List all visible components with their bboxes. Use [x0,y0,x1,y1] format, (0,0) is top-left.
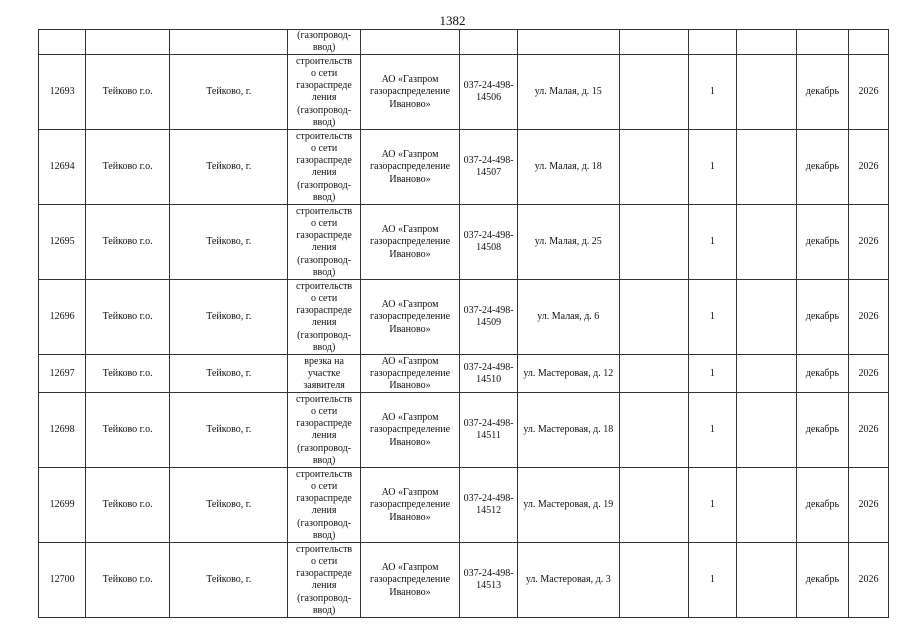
cell-address [517,130,619,205]
month-text: декабрь [805,574,840,586]
quantity-text: 1 [709,311,715,323]
cell-organization [360,543,460,618]
month-text: декабрь [805,367,840,379]
cell-work-type [288,205,360,280]
address-text: ул. Малая, д. 25 [534,236,602,248]
cell-locality [170,130,288,205]
cell-quantity [688,130,736,205]
municipality-text: Тейково г.о. [102,367,153,379]
cell-num [39,130,86,205]
cell-code [460,55,518,130]
address-text: ул. Мастеровая, д. 3 [525,574,611,586]
month-text: декабрь [805,236,840,248]
code-text: 037-24-498-14510 [463,361,514,385]
gas-connection-table [38,29,889,618]
locality-text: Тейково, г. [206,499,252,511]
cell-municipality [86,543,170,618]
cell-empty-1 [619,393,688,468]
cell-quantity [688,543,736,618]
cell-quantity [688,205,736,280]
cell-empty-2 [736,30,796,55]
cell-quantity [688,30,736,55]
cell-num [39,280,86,355]
cell-address [517,30,619,55]
quantity-text: 1 [709,574,715,586]
cell-locality [170,30,288,55]
page-number: 1382 [439,13,466,28]
cell-month [796,468,848,543]
num-text: 12700 [49,574,75,586]
quantity-text: 1 [709,161,715,173]
cell-empty-1 [619,543,688,618]
cell-code [460,205,518,280]
locality-text: Тейково, г. [206,367,252,379]
work-type-text: врезка на участке заявителя [303,355,345,391]
year-text: 2026 [858,574,879,586]
cell-quantity [688,355,736,393]
num-text: 12696 [49,311,75,323]
cell-work-type [288,55,360,130]
cell-month [796,393,848,468]
cell-locality [170,280,288,355]
code-text: 037-24-498-14508 [463,230,514,254]
cell-organization [360,280,460,355]
cell-organization [360,55,460,130]
cell-num [39,30,86,55]
cell-organization [360,393,460,468]
table-row [39,393,889,468]
cell-year [849,30,889,55]
cell-municipality [86,393,170,468]
cell-quantity [688,280,736,355]
cell-month [796,130,848,205]
cell-num [39,393,86,468]
municipality-text: Тейково г.о. [102,236,153,248]
cell-locality [170,468,288,543]
cell-month [796,543,848,618]
num-text: 12695 [49,236,75,248]
cell-code [460,468,518,543]
code-text: 037-24-498-14511 [463,418,514,442]
num-text: 12699 [49,499,75,511]
cell-address [517,543,619,618]
code-text: 037-24-498-14509 [463,305,514,329]
month-text: декабрь [805,499,840,511]
cell-year [849,393,889,468]
cell-municipality [86,355,170,393]
quantity-text: 1 [709,499,715,511]
organization-text: АО «Газпром газораспределение Иваново» [369,355,451,391]
year-text: 2026 [858,499,879,511]
organization-text: АО «Газпром газораспределение Иваново» [369,224,451,260]
cell-empty-2 [736,543,796,618]
cell-work-type [288,468,360,543]
organization-text: АО «Газпром газораспределение Иваново» [369,562,451,598]
cell-year [849,543,889,618]
table-row [39,355,889,393]
cell-empty-2 [736,280,796,355]
num-text: 12693 [49,86,75,98]
address-text: ул. Мастеровая, д. 19 [523,499,614,511]
cell-code [460,130,518,205]
year-text: 2026 [858,161,879,173]
cell-num [39,355,86,393]
year-text: 2026 [858,367,879,379]
cell-locality [170,55,288,130]
locality-text: Тейково, г. [206,86,252,98]
locality-text: Тейково, г. [206,161,252,173]
cell-empty-1 [619,280,688,355]
work-type-text: строительств о сети газораспреде ления (газопровод- ввод) [295,130,353,203]
cell-work-type [288,355,360,393]
cell-month [796,55,848,130]
cell-empty-1 [619,30,688,55]
table-row [39,55,889,130]
cell-empty-2 [736,130,796,205]
table-row [39,205,889,280]
work-type-text: (газопровод- ввод) [297,30,352,54]
work-type-text: строительств о сети газораспреде ления (газопровод- ввод) [295,393,353,466]
cell-year [849,468,889,543]
cell-code [460,355,518,393]
address-text: ул. Малая, д. 15 [534,86,602,98]
cell-address [517,280,619,355]
cell-year [849,205,889,280]
cell-num [39,468,86,543]
municipality-text: Тейково г.о. [102,161,153,173]
num-text: 12697 [49,367,75,379]
cell-quantity [688,393,736,468]
table-row [39,468,889,543]
quantity-text: 1 [709,86,715,98]
work-type-text: строительств о сети газораспреде ления (газопровод- ввод) [295,468,353,541]
cell-work-type [288,130,360,205]
table-row [39,543,889,618]
cell-num [39,205,86,280]
cell-year [849,355,889,393]
cell-code [460,543,518,618]
month-text: декабрь [805,311,840,323]
year-text: 2026 [858,86,879,98]
month-text: декабрь [805,86,840,98]
cell-locality [170,205,288,280]
organization-text: АО «Газпром газораспределение Иваново» [369,487,451,523]
cell-municipality [86,130,170,205]
table-row-continuation [39,30,889,55]
locality-text: Тейково, г. [206,311,252,323]
cell-municipality [86,55,170,130]
cell-address [517,468,619,543]
organization-text: АО «Газпром газораспределение Иваново» [369,74,451,110]
municipality-text: Тейково г.о. [102,424,153,436]
work-type-text: строительств о сети газораспреде ления (газопровод- ввод) [295,55,353,128]
cell-address [517,205,619,280]
cell-empty-1 [619,130,688,205]
locality-text: Тейково, г. [206,574,252,586]
organization-text: АО «Газпром газораспределение Иваново» [369,412,451,448]
cell-year [849,280,889,355]
cell-year [849,130,889,205]
cell-address [517,55,619,130]
cell-work-type [288,543,360,618]
municipality-text: Тейково г.о. [102,86,153,98]
cell-locality [170,393,288,468]
cell-municipality [86,280,170,355]
address-text: ул. Малая, д. 6 [537,311,600,323]
cell-month [796,280,848,355]
month-text: декабрь [805,424,840,436]
cell-organization [360,468,460,543]
cell-num [39,55,86,130]
quantity-text: 1 [709,424,715,436]
cell-locality [170,543,288,618]
cell-empty-2 [736,55,796,130]
cell-quantity [688,468,736,543]
quantity-text: 1 [709,236,715,248]
municipality-text: Тейково г.о. [102,499,153,511]
cell-code [460,280,518,355]
table-body [39,30,889,618]
locality-text: Тейково, г. [206,236,252,248]
cell-organization [360,355,460,393]
cell-empty-1 [619,355,688,393]
cell-year [849,55,889,130]
cell-empty-2 [736,393,796,468]
cell-num [39,543,86,618]
cell-organization [360,30,460,55]
cell-locality [170,355,288,393]
organization-text: АО «Газпром газораспределение Иваново» [369,149,451,185]
cell-code [460,30,518,55]
cell-empty-2 [736,355,796,393]
code-text: 037-24-498-14507 [463,155,514,179]
cell-empty-2 [736,205,796,280]
code-text: 037-24-498-14512 [463,493,514,517]
cell-work-type [288,280,360,355]
month-text: декабрь [805,161,840,173]
cell-month [796,205,848,280]
cell-code [460,393,518,468]
cell-address [517,355,619,393]
cell-address [517,393,619,468]
cell-month [796,30,848,55]
municipality-text: Тейково г.о. [102,311,153,323]
table-row [39,280,889,355]
address-text: ул. Мастеровая, д. 18 [523,424,614,436]
cell-work-type [288,393,360,468]
work-type-text: строительств о сети газораспреде ления (газопровод- ввод) [295,543,353,616]
cell-organization [360,130,460,205]
cell-empty-1 [619,468,688,543]
address-text: ул. Малая, д. 18 [534,161,602,173]
cell-empty-1 [619,55,688,130]
cell-empty-1 [619,205,688,280]
year-text: 2026 [858,311,879,323]
num-text: 12694 [49,161,75,173]
cell-quantity [688,55,736,130]
table-row [39,130,889,205]
cell-work-type [288,30,360,55]
work-type-text: строительств о сети газораспреде ления (газопровод- ввод) [295,280,353,353]
cell-organization [360,205,460,280]
cell-municipality [86,468,170,543]
num-text: 12698 [49,424,75,436]
municipality-text: Тейково г.о. [102,574,153,586]
organization-text: АО «Газпром газораспределение Иваново» [369,299,451,335]
cell-municipality [86,30,170,55]
address-text: ул. Мастеровая, д. 12 [523,367,614,379]
quantity-text: 1 [709,367,715,379]
code-text: 037-24-498-14513 [463,568,514,592]
work-type-text: строительств о сети газораспреде ления (газопровод- ввод) [295,205,353,278]
code-text: 037-24-498-14506 [463,80,514,104]
year-text: 2026 [858,236,879,248]
cell-empty-2 [736,468,796,543]
cell-month [796,355,848,393]
cell-municipality [86,205,170,280]
locality-text: Тейково, г. [206,424,252,436]
year-text: 2026 [858,424,879,436]
